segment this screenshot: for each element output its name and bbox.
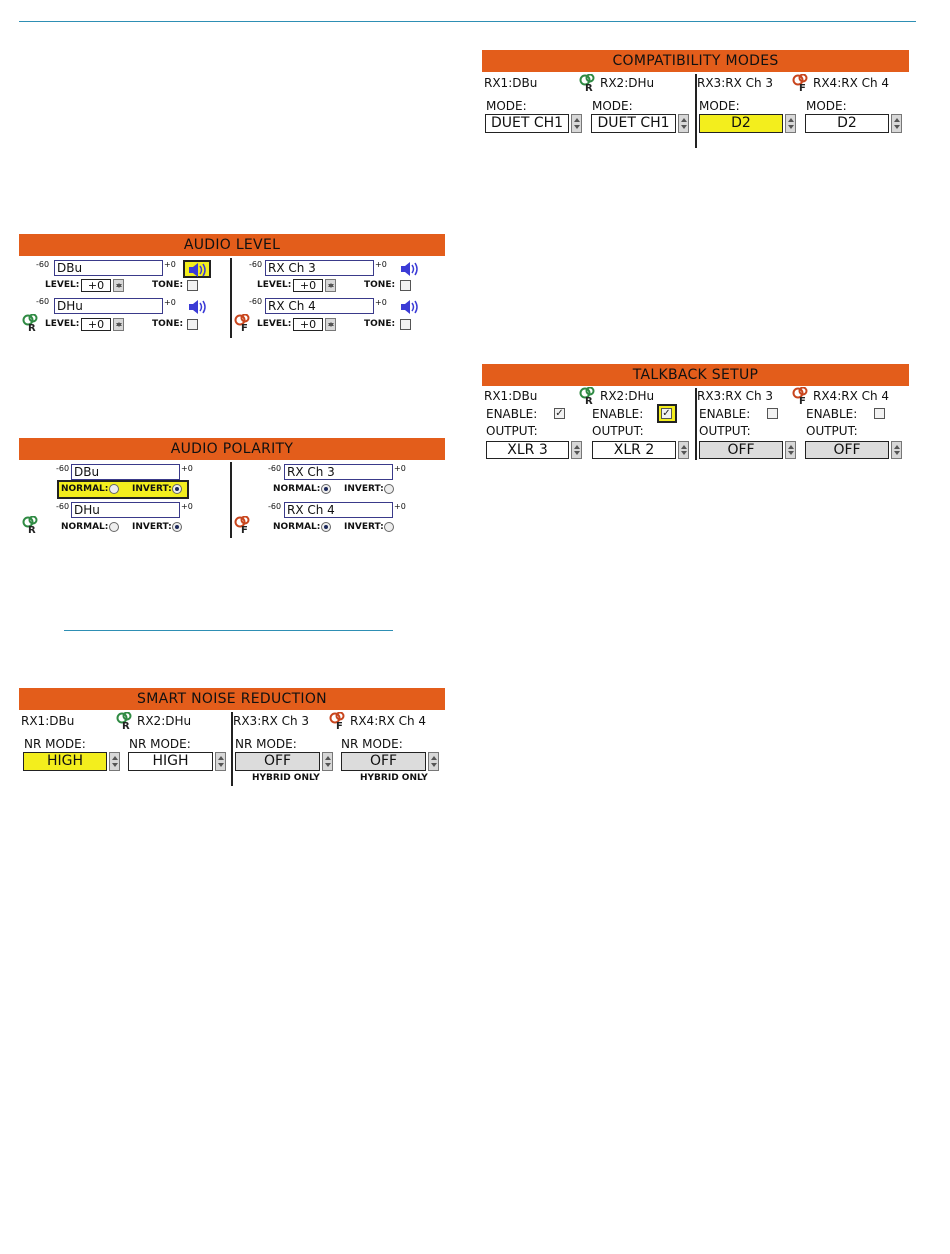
ch3-normal-radio[interactable] [321, 484, 331, 494]
rx4-nr-stepper[interactable] [428, 752, 439, 771]
ch2-level-label: LEVEL: [45, 319, 80, 329]
ch4-tone-label: TONE: [364, 319, 396, 329]
rx3-mode-label: MODE: [699, 99, 740, 113]
ch4-polarity-name[interactable]: RX Ch 4 [284, 502, 393, 518]
rx2-output-stepper[interactable] [678, 441, 689, 459]
rx3-nr-stepper[interactable] [322, 752, 333, 771]
speaker-icon[interactable] [399, 300, 421, 314]
ch1-tone-checkbox[interactable] [187, 280, 198, 291]
polarity-min: -60 [268, 502, 282, 511]
ch4-tone-checkbox[interactable] [400, 319, 411, 330]
rx4-mode-select[interactable]: D2 [805, 114, 889, 133]
talkback-title: TALKBACK SETUP [482, 364, 909, 386]
level-min: -60 [36, 297, 50, 306]
rx1-nr-mode-select[interactable]: HIGH [23, 752, 107, 771]
ch3-tone-checkbox[interactable] [400, 280, 411, 291]
rx2-mode-label: MODE: [592, 99, 633, 113]
rx2-label: RX2:DHu [600, 76, 655, 90]
rx1-label: RX1:DBu [21, 714, 75, 728]
svg-text:F: F [799, 396, 806, 405]
red-link-f-icon [328, 712, 348, 730]
ch4-level-label: LEVEL: [257, 319, 292, 329]
rx2-nr-mode-select[interactable]: HIGH [128, 752, 213, 771]
ch2-tone-checkbox[interactable] [187, 319, 198, 330]
divider [230, 462, 232, 538]
ch3-level-input[interactable]: +0 [293, 279, 323, 292]
ch3-level-stepper[interactable] [325, 279, 336, 292]
talkback-setup-panel [482, 364, 909, 460]
rx3-output-stepper[interactable] [785, 441, 796, 459]
green-link-r-icon [21, 314, 41, 332]
rx2-label: RX2:DHu [600, 389, 655, 403]
ch2-tone-label: TONE: [152, 319, 184, 329]
svg-text:F: F [241, 323, 248, 332]
rx2-nr-stepper[interactable] [215, 752, 226, 771]
polarity-min: -60 [56, 464, 70, 473]
rx4-enable-checkbox[interactable] [874, 408, 885, 419]
rx1-mode-stepper[interactable] [571, 114, 582, 133]
rx3-mode-select[interactable]: D2 [699, 114, 783, 133]
rx2-nr-mode-label: NR MODE: [129, 737, 191, 751]
ch2-normal-radio[interactable] [109, 522, 119, 532]
rx1-nr-mode-label: NR MODE: [24, 737, 86, 751]
rx3-output-label: OUTPUT: [699, 424, 751, 438]
ch1-normal-radio[interactable] [109, 484, 119, 494]
divider [230, 258, 232, 338]
red-link-f-icon [791, 74, 811, 92]
ch3-polarity-name[interactable]: RX Ch 3 [284, 464, 393, 480]
ch1-speaker-highlight[interactable] [183, 260, 211, 278]
ch2-name-field[interactable]: DHu [54, 298, 163, 314]
rx3-nr-mode-select[interactable]: OFF [235, 752, 320, 771]
rx1-enable-label: ENABLE: [486, 407, 538, 421]
ch3-name-field[interactable]: RX Ch 3 [265, 260, 374, 276]
ch2-level-input[interactable]: +0 [81, 318, 111, 331]
level-min: -60 [249, 297, 263, 306]
svg-text:F: F [799, 83, 806, 92]
rx1-enable-checkbox[interactable]: ✓ [555, 408, 564, 419]
ch2-invert-label: INVERT: [132, 522, 172, 532]
top-rule [19, 21, 916, 22]
ch1-invert-radio[interactable] [172, 484, 182, 494]
green-link-r-icon [115, 712, 135, 730]
rx1-label: RX1:DBu [484, 389, 538, 403]
green-link-r-icon [21, 516, 41, 534]
svg-text:R: R [122, 721, 130, 730]
ch2-level-stepper[interactable] [113, 318, 124, 331]
compat-title: COMPATIBILITY MODES [482, 50, 909, 72]
rx3-mode-stepper[interactable] [785, 114, 796, 133]
svg-text:R: R [28, 323, 36, 332]
svg-text:R: R [28, 525, 36, 534]
speaker-icon [187, 263, 209, 277]
rx1-output-label: OUTPUT: [486, 424, 538, 438]
polarity-min: -60 [56, 502, 70, 511]
ch1-invert-label: INVERT: [132, 484, 172, 494]
ch1-tone-label: TONE: [152, 280, 184, 290]
red-link-f-icon [233, 314, 253, 332]
green-link-r-icon [578, 74, 598, 92]
nr-title: SMART NOISE REDUCTION [19, 688, 445, 710]
rx2-label: RX2:DHu [137, 714, 192, 728]
rx4-mode-stepper[interactable] [891, 114, 902, 133]
svg-text:F: F [241, 525, 248, 534]
section-rule [64, 630, 393, 631]
level-max: +0 [375, 260, 387, 269]
rx4-label: RX4:RX Ch 4 [813, 389, 890, 403]
ch1-normal-label: NORMAL: [61, 484, 109, 494]
rx3-enable-checkbox[interactable] [767, 408, 778, 419]
rx4-output-select[interactable]: OFF [805, 441, 889, 459]
red-link-f-icon [233, 516, 253, 534]
polarity-max: +0 [181, 502, 193, 511]
level-max: +0 [164, 260, 176, 269]
ch1-level-stepper[interactable] [113, 279, 124, 292]
ch4-name-field[interactable]: RX Ch 4 [265, 298, 374, 314]
rx1-label: RX1:DBu [484, 76, 538, 90]
rx2-output-select[interactable]: XLR 2 [592, 441, 676, 459]
rx4-label: RX4:RX Ch 4 [813, 76, 890, 90]
rx1-output-select[interactable]: XLR 3 [486, 441, 569, 459]
ch4-invert-label: INVERT: [344, 522, 384, 532]
ch3-tone-label: TONE: [364, 280, 396, 290]
ch3-invert-label: INVERT: [344, 484, 384, 494]
ch4-level-stepper[interactable] [325, 318, 336, 331]
ch4-invert-radio[interactable] [384, 522, 394, 532]
svg-text:R: R [585, 83, 593, 92]
rx4-nr-mode-select[interactable]: OFF [341, 752, 426, 771]
polarity-max: +0 [394, 502, 406, 511]
svg-text:F: F [336, 721, 343, 730]
rx2-output-label: OUTPUT: [592, 424, 644, 438]
compatibility-modes-panel [482, 50, 909, 148]
ch1-level-label: LEVEL: [45, 280, 80, 290]
rx3-output-select[interactable]: OFF [699, 441, 783, 459]
rx4-mode-label: MODE: [806, 99, 847, 113]
ch2-invert-radio[interactable] [172, 522, 182, 532]
audio-level-panel [19, 234, 445, 338]
level-max: +0 [375, 298, 387, 307]
audio-polarity-title: AUDIO POLARITY [19, 438, 445, 460]
rx4-output-stepper[interactable] [891, 441, 902, 459]
rx2-mode-stepper[interactable] [678, 114, 689, 133]
ch1-name-field[interactable]: DBu [54, 260, 163, 276]
ch4-level-input[interactable]: +0 [293, 318, 323, 331]
level-min: -60 [36, 260, 50, 269]
rx3-label: RX3:RX Ch 3 [697, 76, 774, 90]
rx1-output-stepper[interactable] [571, 441, 582, 459]
rx2-enable-label: ENABLE: [592, 407, 644, 421]
speaker-icon[interactable] [399, 262, 421, 276]
polarity-max: +0 [181, 464, 193, 473]
rx3-label: RX3:RX Ch 3 [697, 389, 774, 403]
green-link-r-icon [578, 387, 598, 405]
ch1-polarity-name[interactable]: DBu [71, 464, 180, 480]
ch2-polarity-name[interactable]: DHu [71, 502, 180, 518]
svg-text:R: R [585, 396, 593, 405]
ch4-normal-radio[interactable] [321, 522, 331, 532]
speaker-icon[interactable] [187, 300, 209, 314]
rx4-enable-label: ENABLE: [806, 407, 858, 421]
ch3-invert-radio[interactable] [384, 484, 394, 494]
red-link-f-icon [791, 387, 811, 405]
rx4-nr-mode-label: NR MODE: [341, 737, 403, 751]
rx4-hybrid-only: HYBRID ONLY [360, 773, 428, 783]
rx2-mode-select[interactable]: DUET CH1 [591, 114, 676, 133]
rx3-enable-label: ENABLE: [699, 407, 751, 421]
rx4-output-label: OUTPUT: [806, 424, 858, 438]
ch2-normal-label: NORMAL: [61, 522, 109, 532]
rx3-label: RX3:RX Ch 3 [233, 714, 310, 728]
level-max: +0 [164, 298, 176, 307]
ch4-normal-label: NORMAL: [273, 522, 321, 532]
ch3-normal-label: NORMAL: [273, 484, 321, 494]
polarity-min: -60 [268, 464, 282, 473]
rx1-mode-label: MODE: [486, 99, 527, 113]
rx1-mode-select[interactable]: DUET CH1 [485, 114, 569, 133]
rx3-nr-mode-label: NR MODE: [235, 737, 297, 751]
polarity-max: +0 [394, 464, 406, 473]
rx4-label: RX4:RX Ch 4 [350, 714, 427, 728]
rx3-hybrid-only: HYBRID ONLY [252, 773, 320, 783]
ch1-level-input[interactable]: +0 [81, 279, 111, 292]
rx2-enable-checkbox[interactable]: ✓ [662, 408, 671, 419]
level-min: -60 [249, 260, 263, 269]
audio-polarity-panel [19, 438, 445, 538]
ch3-level-label: LEVEL: [257, 280, 292, 290]
smart-noise-reduction-panel [19, 688, 445, 786]
rx1-nr-stepper[interactable] [109, 752, 120, 771]
audio-level-title: AUDIO LEVEL [19, 234, 445, 256]
